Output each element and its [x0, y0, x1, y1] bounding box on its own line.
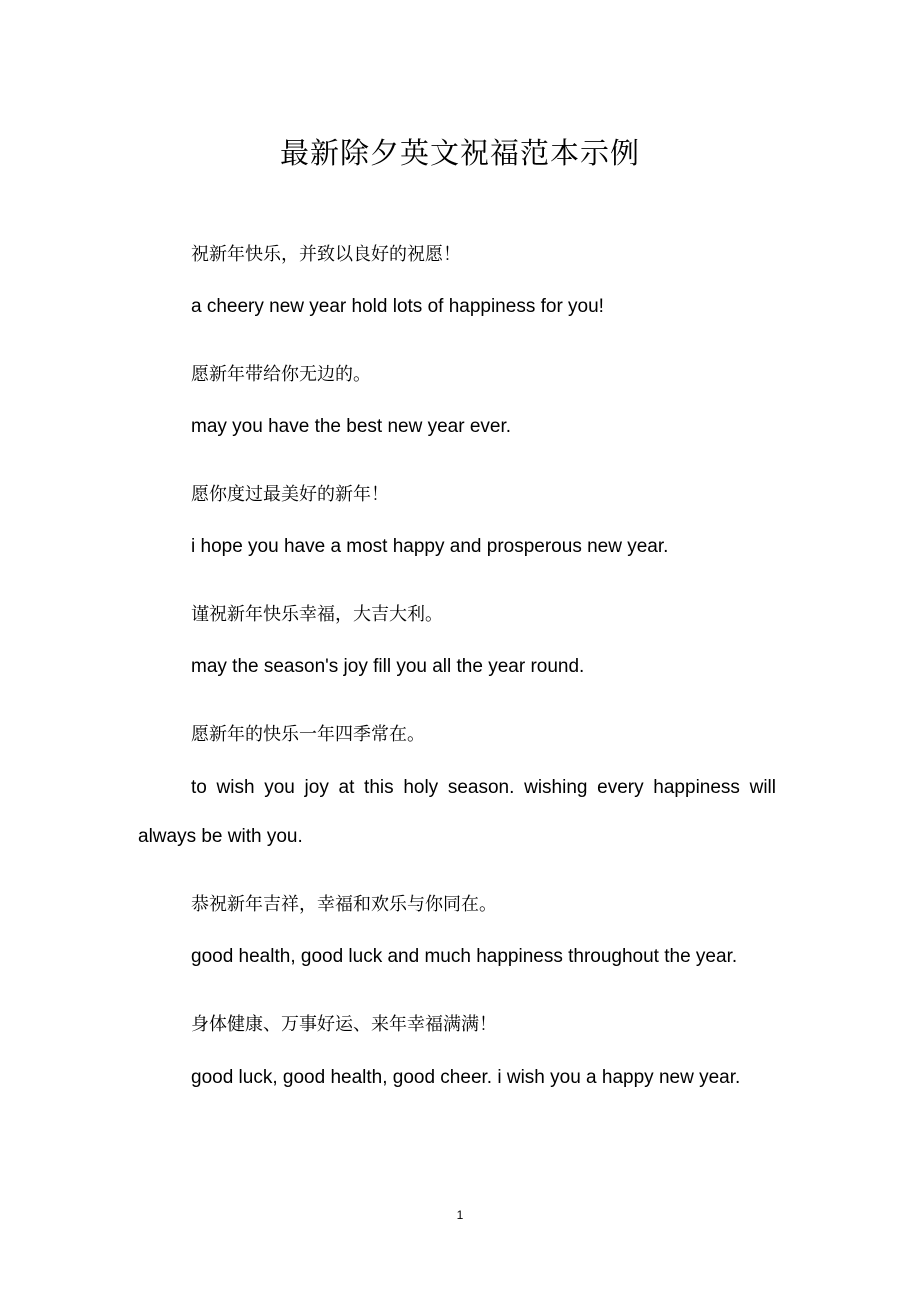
page-number: 1 [456, 1208, 464, 1222]
paragraph-english: good health, good luck and much happiness throughout the year. [191, 946, 738, 967]
paragraph-chinese: 身体健康、万事好运、来年幸福满满！ [191, 1014, 497, 1035]
paragraph-english: may the season's joy fill you all the year round. [191, 656, 585, 677]
paragraph-english: a cheery new year hold lots of happiness for you! [191, 296, 604, 317]
paragraph-english: may you have the best new year ever. [191, 416, 512, 437]
document-title: 最新除夕英文祝福范本示例 [279, 136, 640, 170]
paragraph-chinese: 愿你度过最美好的新年！ [191, 484, 389, 505]
paragraph-english: i hope you have a most happy and prosperous new year. [191, 536, 669, 557]
paragraph-chinese: 恭祝新年吉祥，幸福和欢乐与你同在。 [191, 894, 497, 915]
paragraph-chinese: 愿新年带给你无边的。 [191, 364, 371, 385]
paragraph-english: to wish you joy at this holy season. wishing every happiness will always be with you. [138, 777, 776, 847]
paragraph-chinese: 祝新年快乐，并致以良好的祝愿！ [191, 244, 461, 265]
paragraph-chinese: 谨祝新年快乐幸福，大吉大利。 [191, 604, 443, 625]
paragraph-chinese: 愿新年的快乐一年四季常在。 [191, 724, 425, 745]
paragraph-english: good luck, good health, good cheer. i wish you a happy new year. [191, 1067, 741, 1088]
